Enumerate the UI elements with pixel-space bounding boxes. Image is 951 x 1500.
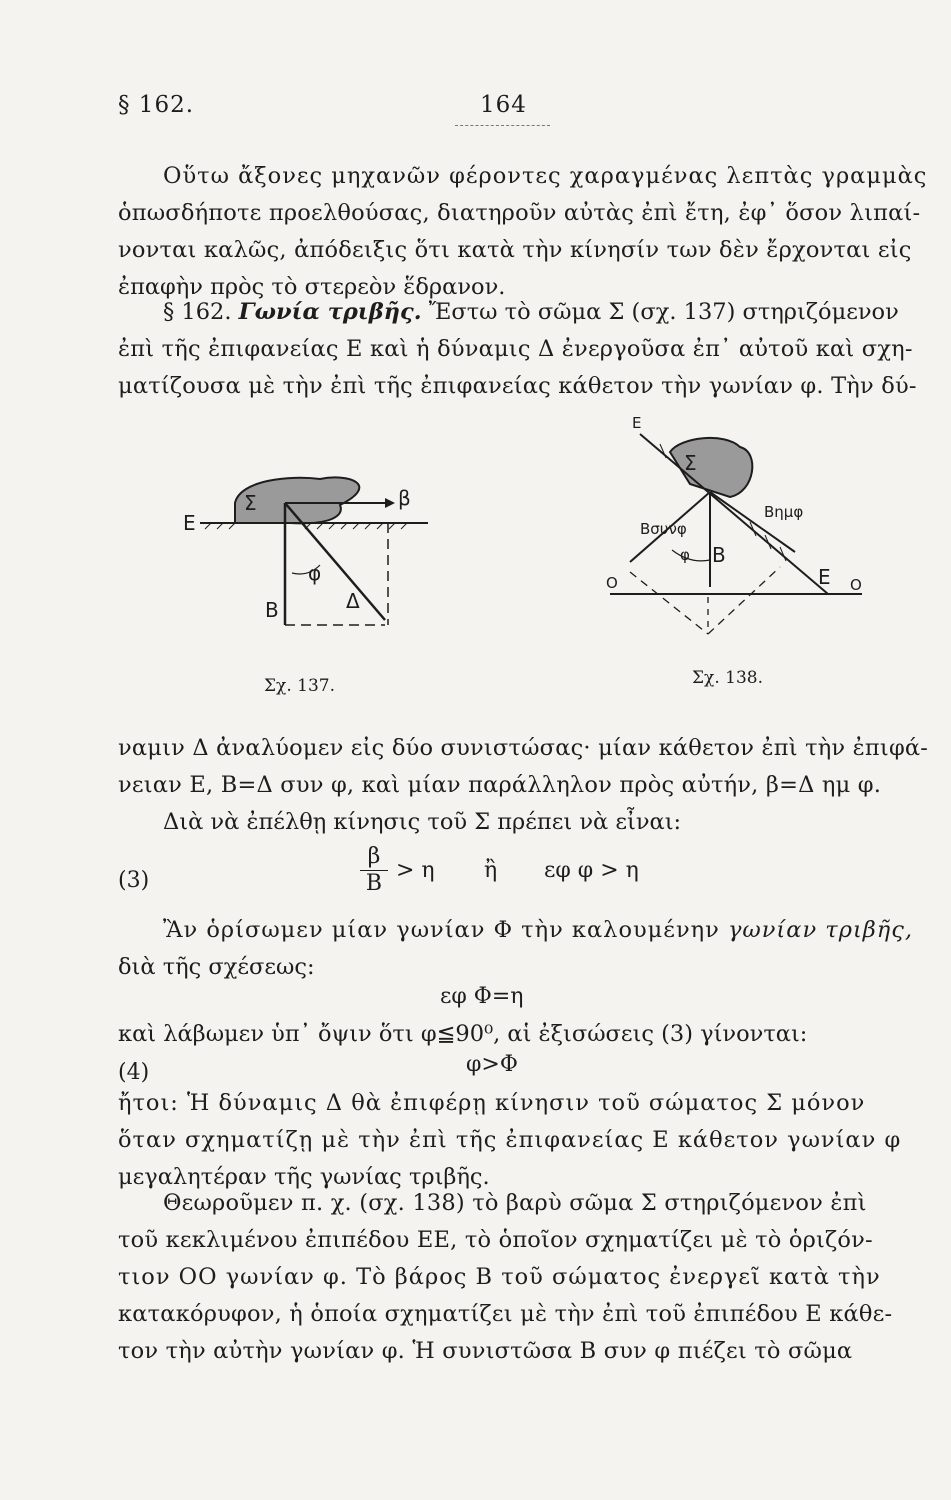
paragraph-4 [118,1085,918,1196]
figure-138 [600,412,870,657]
text-line: ἤτοι: Ἡ δύναμις Δ θὰ ἐπιφέρῃ κίνησιν τοῦ σώματος Σ μόνον [118,1090,866,1116]
label-B-sin: Βημφ [764,503,804,521]
figure-137 [180,465,440,650]
label-B: Β [712,543,726,567]
text-line: ἐπὶ τῆς ἐπιφανείας Ε καὶ ἡ δύναμις Δ ἐνεργοῦσα ἐπ᾽ αὐτοῦ καὶ σχη- [118,336,913,362]
term-friction-angle: γωνίαν τριβῆς, [727,917,914,943]
text-line: ὅταν σχηματίζῃ μὲ τὴν ἐπὶ τῆς ἐπιφανείας Ε κάθετον γωνίαν φ [118,1127,902,1153]
text-line: Ἂν ὁρίσωμεν μίαν γωνίαν Φ τὴν καλουμένην [163,917,720,943]
text-line: Οὕτω ἄξονες μηχανῶν φέροντες χαραγμένας λεπτὰς γραμμὰς [163,163,928,189]
paragraph-5 [118,1185,918,1370]
text-line: Διὰ νὰ ἐπέλθῃ κίνησις τοῦ Σ πρέπει νὰ εἶναι: [163,809,682,835]
text-line: ὁπωσδήποτε προελθούσας, διατηροῦν αὐτὰς ἐπὶ ἔτη, ἐφ᾽ ὅσον λιπαί- [118,200,921,226]
label-E: Ε [183,511,196,535]
text-line: τιον ΟΟ γωνίαν φ. Τὸ βάρος Β τοῦ σώματος ἐνεργεῖ κατὰ τὴν [118,1264,881,1290]
text-line: νονται καλῶς, ἀπόδειξις ὅτι κατὰ τὴν κίνησίν των δὲν ἔρχονται εἰς [118,237,912,263]
equation-3-tag: (3) [118,868,150,893]
label-B-cos: Βσυνφ [640,520,687,538]
fraction-numerator: β [367,844,381,869]
section-162 [118,294,918,405]
beta-arrowhead [385,498,395,508]
section-number: § 162. [163,299,232,325]
text-line: Θεωροῦμεν π. χ. (σχ. 138) τὸ βαρὺ σῶμα Σ στηριζόμενον ἐπὶ [163,1190,867,1216]
label-phi: φ [680,546,690,564]
equation-3-rel2: εφ φ > η [544,858,639,883]
text-line: ναμιν Δ ἀναλύομεν εἰς δύο συνιστώσας· μίαν κάθετον ἐπὶ τὴν ἐπιφά- [118,735,929,761]
equation-friction: εφ Φ=η [440,984,524,1009]
label-phi: φ [308,561,322,585]
text-line: Ἔστω τὸ σῶμα Σ (σχ. 137) στηριζόμενον [428,299,899,325]
fraction-denominator: Β [365,871,383,896]
text-line: νειαν Ε, Β=Δ συν φ, καὶ μίαν παράλληλον πρὸς αὐτήν, β=Δ ημ φ. [118,772,882,798]
body-sigma-shape [670,438,752,497]
label-E-top: Ε [632,414,642,432]
equation-4-body: φ>Φ [466,1052,518,1077]
equation-4-tag: (4) [118,1060,150,1085]
text-line: κατακόρυφον, ἡ ὁποία σχηματίζει μὲ τὴν ἐπὶ τοῦ ἐπιπέδου Ε κάθε- [118,1301,893,1327]
label-E-right: Ε [818,565,831,589]
figure-137-caption: Σχ. 137. [264,676,335,696]
label-B: Β [265,598,279,622]
text-line: ματίζουσα μὲ τὴν ἐπὶ τῆς ἐπιφανείας κάθετον τὴν γωνίαν φ. Τὴν δύ- [118,373,917,399]
text-line: μεγαλητέραν τῆς γωνίας τριβῆς. [118,1164,490,1190]
figure-138-caption: Σχ. 138. [692,668,763,688]
text-line: διὰ τῆς σχέσεως: [118,954,315,980]
paragraph-2 [118,730,929,841]
equation-3-fraction [360,844,388,897]
header-section: § 162. [118,92,195,118]
label-O-left: Ο [606,574,618,592]
text-line: τοῦ κεκλιμένου ἐπιπέδου ΕΕ, τὸ ὁποῖον σχηματίζει μὲ τὸ ὁριζόν- [118,1227,873,1253]
label-delta: Δ [346,589,360,613]
text-line: καὶ λάβωμεν ὑπ᾽ ὄψιν ὅτι φ≦90⁰, αἱ ἐξισώσεις (3) γίνονται: [118,1021,808,1047]
label-sigma: Σ [684,451,697,475]
dashed-right [708,567,780,634]
paragraph-3b [118,1016,918,1053]
label-sigma: Σ [244,491,257,515]
paragraph-3 [118,912,918,986]
phi-arc [672,550,710,561]
text-line: τον τὴν αὐτὴν γωνίαν φ. Ἡ συνιστῶσα Β συν φ πιέζει τὸ σῶμα [118,1338,853,1364]
force-arrow [285,503,385,620]
text-line: ἐπαφὴν πρὸς τὸ στερεὸν ἕδρανον. [118,274,506,300]
label-O-right: Ο [850,576,862,594]
label-beta: β [398,486,411,510]
section-title: Γωνία τριβῆς. [238,299,422,325]
page-number: 164 [480,92,527,118]
equation-3-or: ἢ [484,858,498,883]
header-rule [455,125,550,126]
dashed-left [630,572,708,634]
equation-3-rel1: > η [396,858,435,883]
paragraph-1 [118,158,928,306]
